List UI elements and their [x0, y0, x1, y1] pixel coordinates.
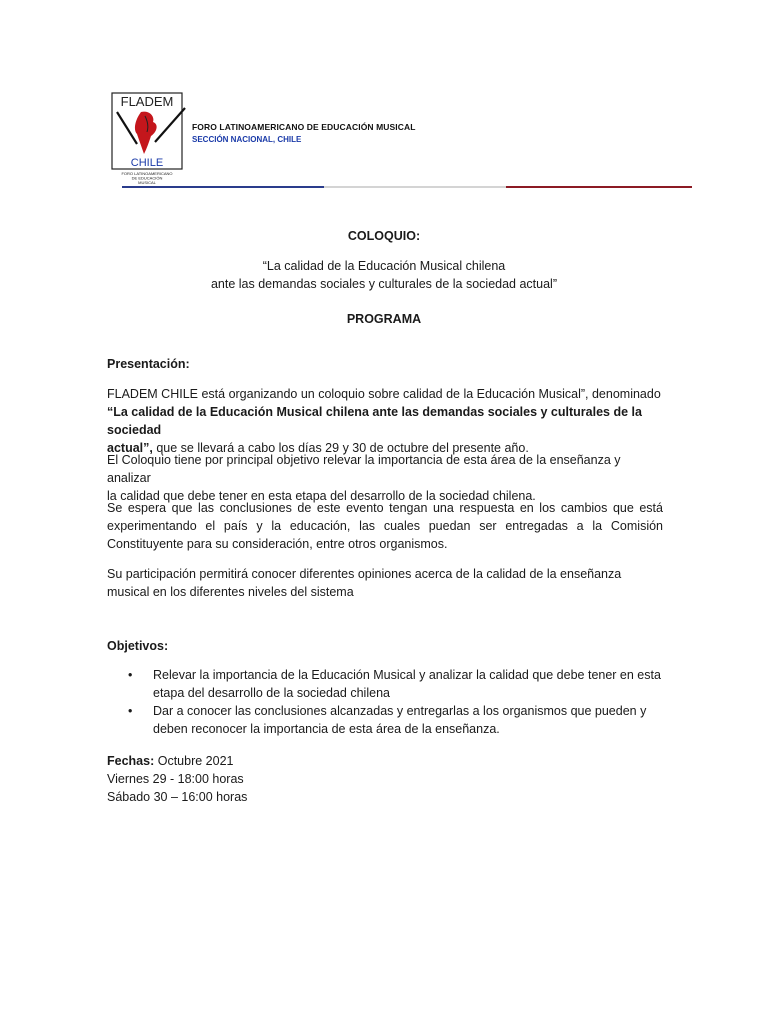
p1-bold-line-1: “La calidad de la Educación Musical chilena ante las demandas sociales y culturales de la sociedad [107, 405, 642, 437]
fechas-day-2: Sábado 30 – 16:00 horas [107, 790, 248, 804]
bullet-dot-icon: • [128, 704, 133, 718]
program-heading: PROGRAMA [346, 312, 422, 326]
objetivo-1-line-1: Relevar la importancia de la Educación Musical y analizar la calidad que debe tener en esta [153, 668, 661, 682]
p4-line-2: musical en los diferentes niveles del sistema [107, 585, 354, 599]
objetivos-list [107, 666, 667, 738]
logo-caption-1: FORO LATINOAMERICANO [121, 171, 173, 176]
event-subtitle-line-2: ante las demandas sociales y culturales de la sociedad actual” [210, 277, 558, 291]
fechas-day-1: Viernes 29 - 18:00 horas [107, 772, 244, 786]
divider-red-segment [506, 186, 692, 188]
objetivo-2-line-1: Dar a conocer las conclusiones alcanzadas y entregarlas a los organismos que pueden y [153, 704, 647, 718]
logo-caption-3: MUSICAL [138, 180, 156, 184]
p1-intro-line: FLADEM CHILE está organizando un coloquio sobre calidad de la Educación Musical”, denominado [107, 387, 661, 401]
logo-caption-2: DE EDUCACIÓN [131, 175, 163, 181]
header-divider [122, 186, 692, 188]
presentacion-paragraph-2 [107, 451, 663, 505]
divider-grey-segment [324, 186, 506, 188]
p1-tail: que se llevará a cabo los días 29 y 30 de octubre del presente año. [152, 441, 529, 455]
p3-line-1: Se espera que las conclusiones de este evento tengan una respuesta en los cambios que está [107, 501, 663, 515]
p2-line-2: la calidad que debe tener en esta etapa del desarrollo de la sociedad chilena. [107, 489, 536, 503]
objetivo-2-line-2: deben reconocer la importancia de esta área de la enseñanza. [153, 722, 500, 736]
event-type-heading: COLOQUIO: [347, 229, 421, 243]
objetivo-item [107, 702, 667, 738]
fladem-chile-logo [111, 92, 187, 184]
event-subtitle-line-1: “La calidad de la Educación Musical chilena [262, 259, 506, 273]
logo-fladem-text: FLADEM [120, 94, 174, 109]
bullet-dot-icon: • [128, 668, 133, 682]
p3-line-2: experimentando el país y la educación, las cuales puedan ser entregadas a la Comisión [107, 519, 663, 533]
objetivo-item [107, 666, 667, 702]
fechas-label: Fechas: [107, 754, 155, 768]
p3-line-3: Constituyente para su consideración, entre otros organismos. [107, 537, 448, 551]
divider-blue-segment [122, 186, 324, 188]
fechas-month: Octubre 2021 [154, 754, 234, 768]
p2-line-1: El Coloquio tiene por principal objetivo relevar la importancia de esta área de la enseñanza y analizar [107, 453, 621, 485]
p1-bold-line-2: actual”, [107, 441, 153, 455]
fechas-block [107, 752, 247, 806]
org-section: SECCIÓN NACIONAL, CHILE [192, 135, 302, 144]
presentacion-paragraph-4 [107, 565, 663, 601]
presentacion-heading: Presentación: [107, 357, 190, 371]
objetivo-1-line-2: etapa del desarrollo de la sociedad chilena [153, 686, 390, 700]
presentacion-paragraph-1 [107, 385, 663, 457]
org-name: FORO LATINOAMERICANO DE EDUCACIÓN MUSICAL [192, 122, 416, 132]
logo-chile-text: CHILE [130, 157, 164, 169]
fladem-logo-graphic [111, 92, 187, 184]
presentacion-paragraph-3 [107, 499, 663, 553]
objetivos-heading: Objetivos: [107, 639, 169, 653]
p4-line-1: Su participación permitirá conocer diferentes opiniones acerca de la calidad de la enseñanza [107, 567, 622, 581]
